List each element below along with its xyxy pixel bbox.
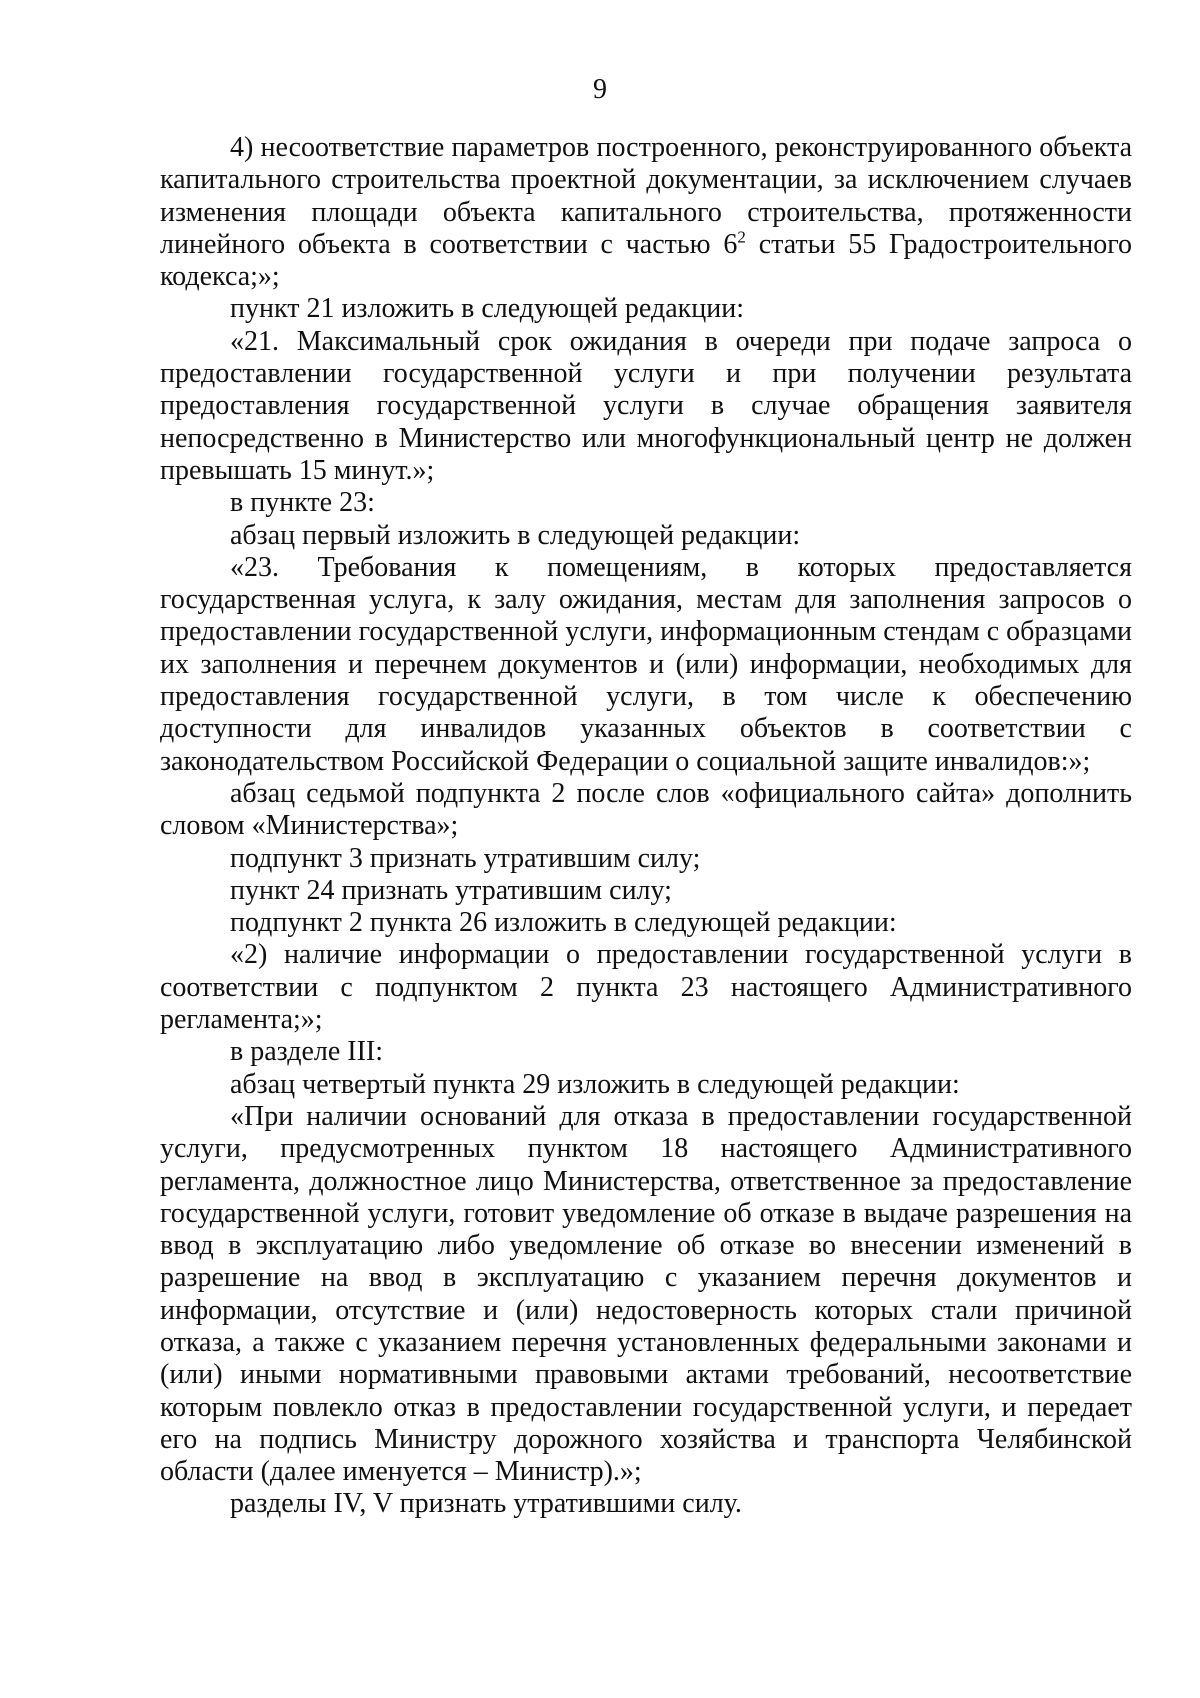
paragraph-point-29-text: «При наличии оснований для отказа в предоставлении государственной услуги, предусмотренных пунктом 18 настоящего Административного регламента, должностное лицо Министерства, ответственное за предоставление государственной услуги, готовит уведомление об отказе в выдаче разрешения на ввод в эксплуатацию либо уведомление об отказе во внесении изменений в разрешение на ввод в эксплуатацию с указанием перечня документов и информации, отсутствие и (или) недостоверность которых стали причиной отказа, а также с указанием перечня установленных федеральными законами и (или) иными нормативными правовыми актами требований, несоответствие которым повлекло отказ в предоставлении государственной услуги, и передает его на подпись Министру дорожного хозяйства и транспорта Челябинской области (далее именуется – Министр).»; xyxy=(160,1100,1132,1488)
paragraph-amendment-instruction: разделы IV, V признать утратившими силу. xyxy=(230,1488,742,1520)
paragraph-subpoint-2: «2) наличие информации о предоставлении государственной услуги в соответствии с подпунктом 2 пункта 23 настоящего Административного регламента;»; xyxy=(160,939,1132,1036)
paragraph-point-23: «23. Требования к помещениям, в которых предоставляется государственная услуга, к залу ожидания, местам для заполнения запросов о предоставлении государственной услуги, информационным стендам с образцами их заполнения и перечнем документов и (или) информации, необходимых для предоставления государственной услуги, в том числе к обеспечению доступности для инвалидов указанных объектов в соответствии с законодательством Российской Федерации о социальной защите инвалидов:»; xyxy=(160,551,1132,777)
paragraph-text: 4) несоответствие параметров построенного, реконструированного объекта капитального строительства проектной документации, за исключением случаев изменения площади объекта капитального строительства, протяженности линейного объекта в соответствии с частью 6 xyxy=(160,132,1132,260)
paragraph-amendment-instruction: абзац четвертый пункта 29 изложить в следующей редакции: xyxy=(230,1068,960,1100)
paragraph-amendment-instruction: абзац первый изложить в следующей редакции: xyxy=(230,519,801,551)
page-number: 9 xyxy=(593,74,607,105)
paragraph-amendment-instruction: подпункт 2 пункта 26 изложить в следующей редакции: xyxy=(230,907,897,939)
superscript-index: 2 xyxy=(737,227,746,247)
paragraph-point-21: «21. Максимальный срок ожидания в очереди при подаче запроса о предоставлении государственной услуги и при получении результата предоставления государственной услуги в случае обращения заявителя непосредственно в Министерство или многофункциональный центр не должен превышать 15 минут.»; xyxy=(160,325,1132,486)
paragraph-amendment-instruction: пункт 21 изложить в следующей редакции: xyxy=(230,293,744,325)
paragraph-amendment-instruction: пункт 24 признать утратившим силу; xyxy=(230,874,672,906)
document-body xyxy=(160,132,1132,1521)
paragraph-amendment-instruction: подпункт 3 признать утратившим силу; xyxy=(230,842,701,874)
paragraph-amendment-instruction: абзац седьмой подпункта 2 после слов «официального сайта» дополнить словом «Министерства»; xyxy=(160,777,1132,842)
paragraph-amendment-instruction: в разделе III: xyxy=(230,1036,384,1068)
paragraph-item-4 xyxy=(160,132,1132,293)
paragraph-amendment-instruction: в пункте 23: xyxy=(230,487,375,519)
paragraph-text: статьи 55 Градостроительного кодекса;»; xyxy=(160,228,1132,293)
